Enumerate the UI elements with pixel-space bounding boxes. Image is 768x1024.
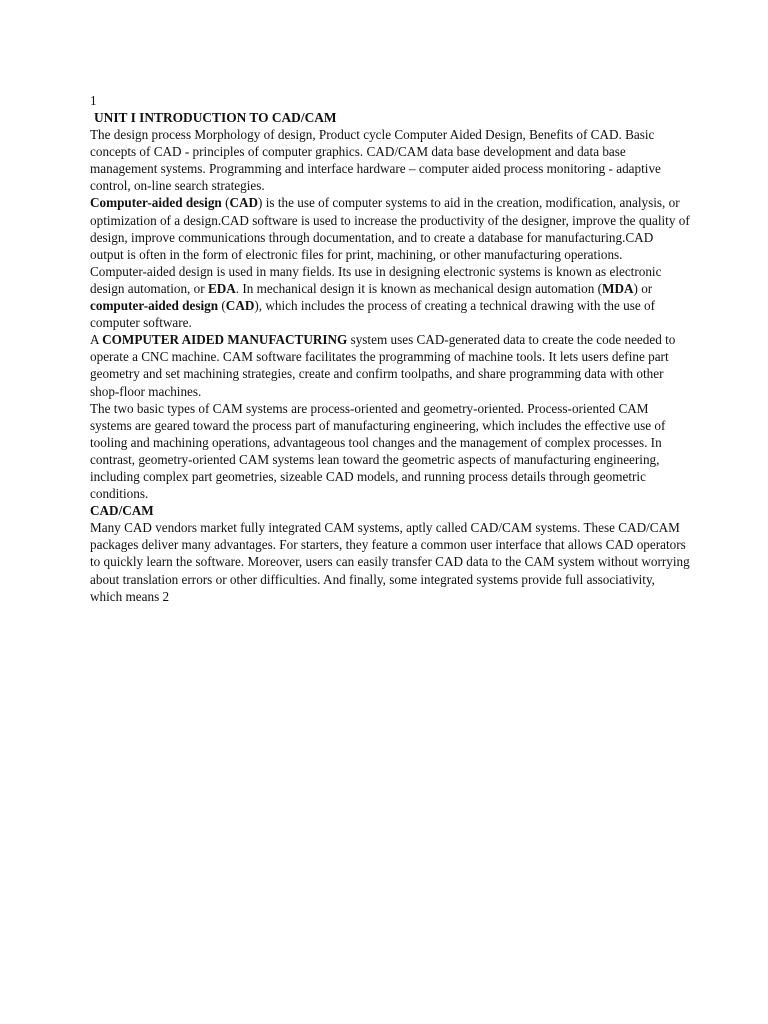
cam-term: COMPUTER AIDED MANUFACTURING — [102, 332, 348, 348]
syllabus-paragraph: The design process Morphology of design, Product cycle Computer Aided Design, Benefits of CAD. Basic concepts of CAD - principles of computer graphics. CAD/CAM data base development and data base management systems. Programming and interface hardware – computer aided process monitoring - adaptive control, on-line search strategies. — [90, 127, 661, 194]
cad-fields-term: computer-aided design — [90, 298, 219, 314]
cam-prefix: A — [90, 332, 103, 348]
cad-definition-paragraph — [90, 194, 690, 262]
cad-fields-abbr: CAD — [225, 298, 255, 314]
cadcam-paragraph: Many CAD vendors market fully integrated CAM systems, aptly called CAD/CAM systems. These CAD/CAM packages deliver many advantages. For starters, they feature a common user interface that allows CAD operators to quickly learn the software. Moreover, users can easily transfer CAD data to the CAM system without worrying about translation errors or other difficulties. And finally, some integrated systems provide full associativity, which means 2 — [90, 520, 690, 604]
cad-definition-text: ) is the use of computer systems to aid in the creation, modification, analysis, or optimization of a design.CAD software is used to increase the productivity of the designer, improve the quality of design, improve communications through documentation, and to create a database for manufacturing.CAD output is often in the form of electronic files for print, machining, or other manufacturing operations. — [90, 195, 690, 262]
cam-types-paragraph: The two basic types of CAM systems are process-oriented and geometry-oriented. Process-oriented CAM systems are geared toward the process part of manufacturing engineering, which includes the effective use of tooling and machining operations, advantageous tool changes and the management of complex processes. In contrast, geometry-oriented CAM systems lean toward the geometric aspects of manufacturing engineering, including complex part geometries, sizeable CAD models, and running process details through geometric conditions. — [90, 400, 666, 502]
cad-fields-paragraph — [90, 263, 690, 331]
unit-heading: UNIT I INTRODUCTION TO CAD/CAM — [94, 110, 337, 125]
cad-open-paren: ( — [221, 195, 230, 211]
cad-fields-text-2: . In mechanical design it is known as mechanical design automation ( — [235, 280, 602, 296]
cad-term: Computer-aided design — [90, 195, 222, 211]
cad-fields-text-5: ), which includes the process of creating a technical drawing with the use of computer software. — [90, 298, 655, 331]
document-page — [90, 92, 690, 605]
cam-definition-paragraph — [90, 331, 690, 399]
cam-definition-text: system uses CAD-generated data to create the code needed to operate a CNC machine. CAM software facilitates the programming of machine tools. It lets users define part geometry and set machining strategies, create and confirm toolpaths, and share programming data with other shop-floor machines. — [90, 332, 676, 399]
cad-fields-text-1: Computer-aided design is used in many fields. Its use in designing electronic systems is known as electronic design automation, or — [90, 263, 662, 296]
eda-abbr: EDA — [207, 280, 236, 296]
cadcam-subheading: CAD/CAM — [90, 503, 154, 519]
page-number: 1 — [90, 93, 97, 108]
mda-abbr: MDA — [602, 280, 634, 296]
cad-abbr: CAD — [229, 195, 259, 211]
cad-fields-text-3: ) or — [633, 280, 653, 296]
cad-fields-text-4: ( — [218, 298, 226, 314]
